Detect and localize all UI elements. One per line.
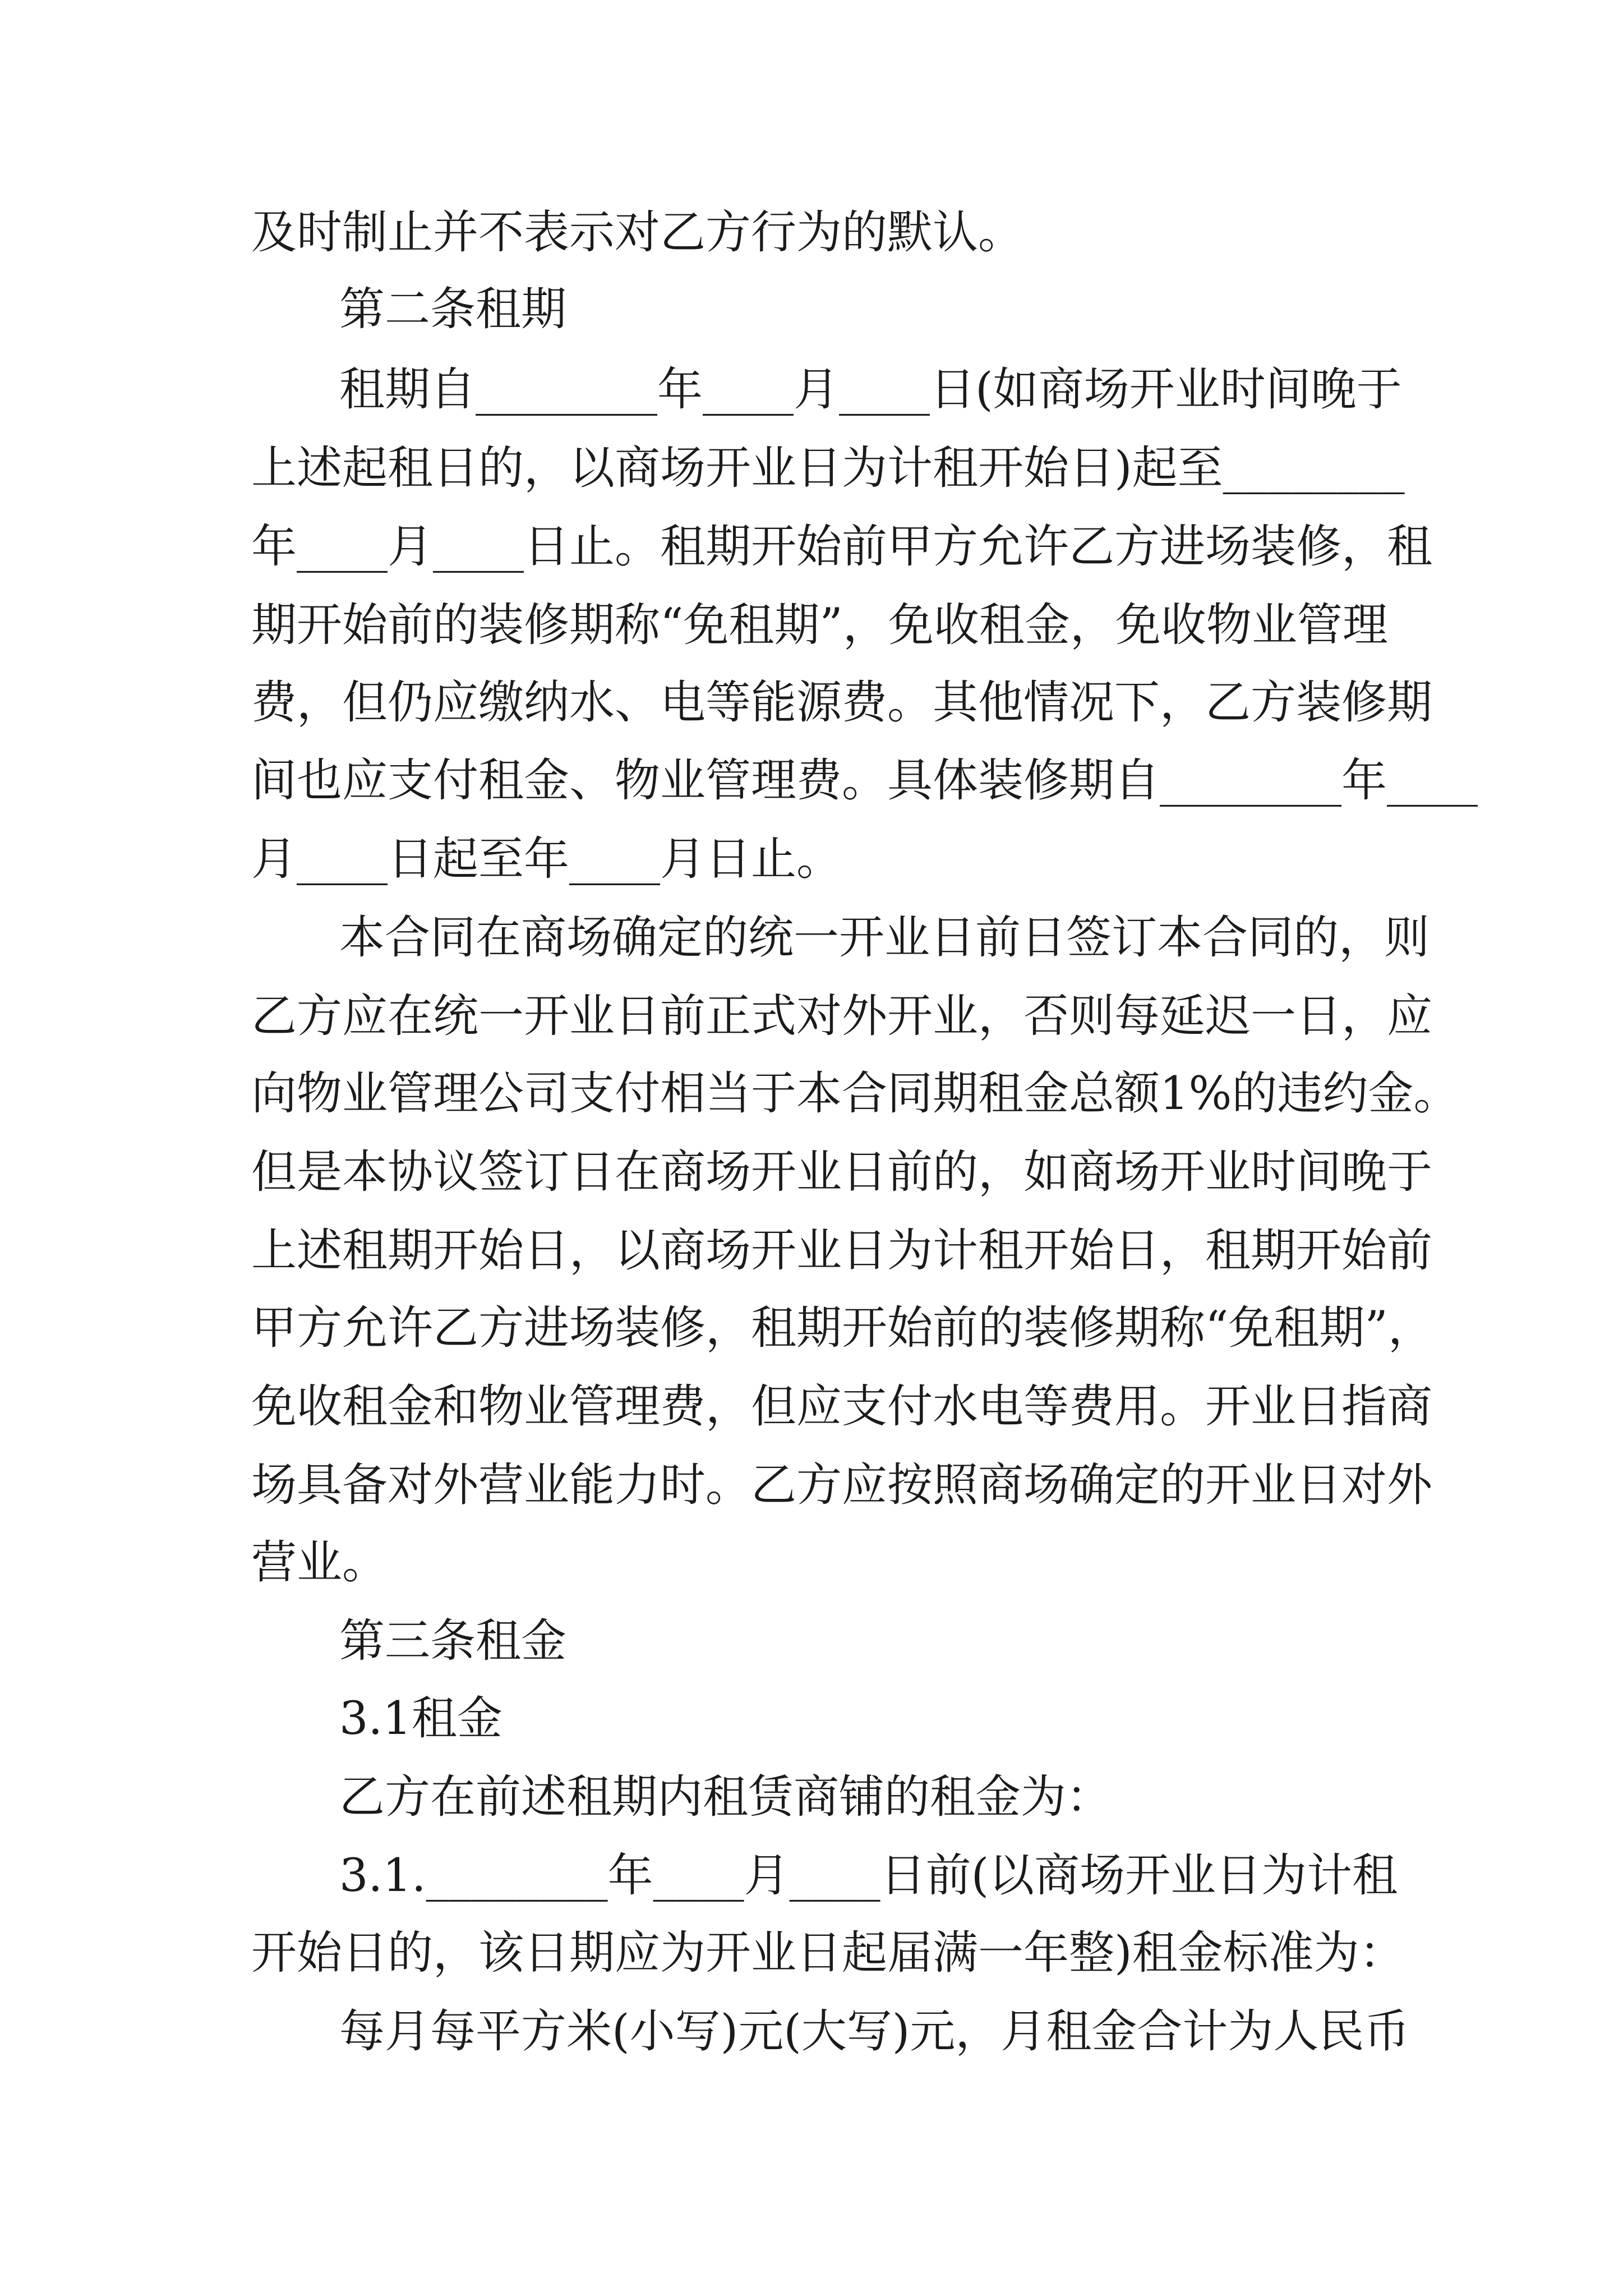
- text-line: 费，但仍应缴纳水、电等能源费。其他情况下，乙方装修期: [251, 677, 1433, 729]
- text-line: 期开始前的装修期称“免租期”，免收租金，免收物业管理: [251, 599, 1388, 652]
- text-line: 本合同在商场确定的统一开业日前日签订本合同的，则: [339, 912, 1430, 964]
- text-line: 免收租金和物业管理费，但应支付水电等费用。开业日指商: [251, 1381, 1433, 1433]
- text-line: 营业。: [251, 1536, 388, 1589]
- text-line: 上述起租日的，以商场开业日为计租开始日)起至________: [251, 442, 1405, 495]
- text-line: 月____日起至年____月日止。: [251, 833, 842, 886]
- text-line: 间也应支付租金、物业管理费。具体装修期自________年____: [251, 754, 1478, 807]
- text-line: 但是本协议签订日在商场开业日前的，如商场开业时间晚于: [251, 1146, 1433, 1199]
- text-line: 及时制止并不表示对乙方行为的默认。: [251, 206, 1024, 259]
- text-line: 甲方允许乙方进场装修，租期开始前的装修期称“免租期”，: [251, 1302, 1433, 1355]
- text-line: 租期自________年____月____日(如商场开业时间晚于: [339, 364, 1402, 416]
- text-line: 3.1.________年____月____日前(以商场开业日为计租: [339, 1849, 1398, 1902]
- section-heading-lease-term: 第二条租期: [339, 283, 567, 336]
- text-line: 场具备对外营业能力时。乙方应按照商场确定的开业日对外: [251, 1459, 1433, 1512]
- text-line: 开始日的，该日期应为开业日起届满一年整)租金标准为：: [251, 1927, 1405, 1980]
- text-line: 年____月____日止。租期开始前甲方允许乙方进场装修，租: [251, 521, 1433, 573]
- text-line: 上述租期开始日，以商场开业日为计租开始日，租期开始前: [251, 1225, 1433, 1277]
- subsection-heading-rent: 3.1租金: [339, 1692, 502, 1745]
- text-line: 乙方应在统一开业日前正式对外开业，否则每延迟一日，应: [251, 990, 1433, 1043]
- section-heading-rent: 第三条租金: [339, 1615, 567, 1668]
- text-line: 每月每平方米(小写)元(大写)元，月租金合计为人民币: [339, 2005, 1410, 2058]
- text-line: 乙方在前述租期内租赁商铺的租金为：: [339, 1771, 1112, 1824]
- text-line: 向物业管理公司支付相当于本合同期租金总额1%的违约金。: [251, 1068, 1459, 1120]
